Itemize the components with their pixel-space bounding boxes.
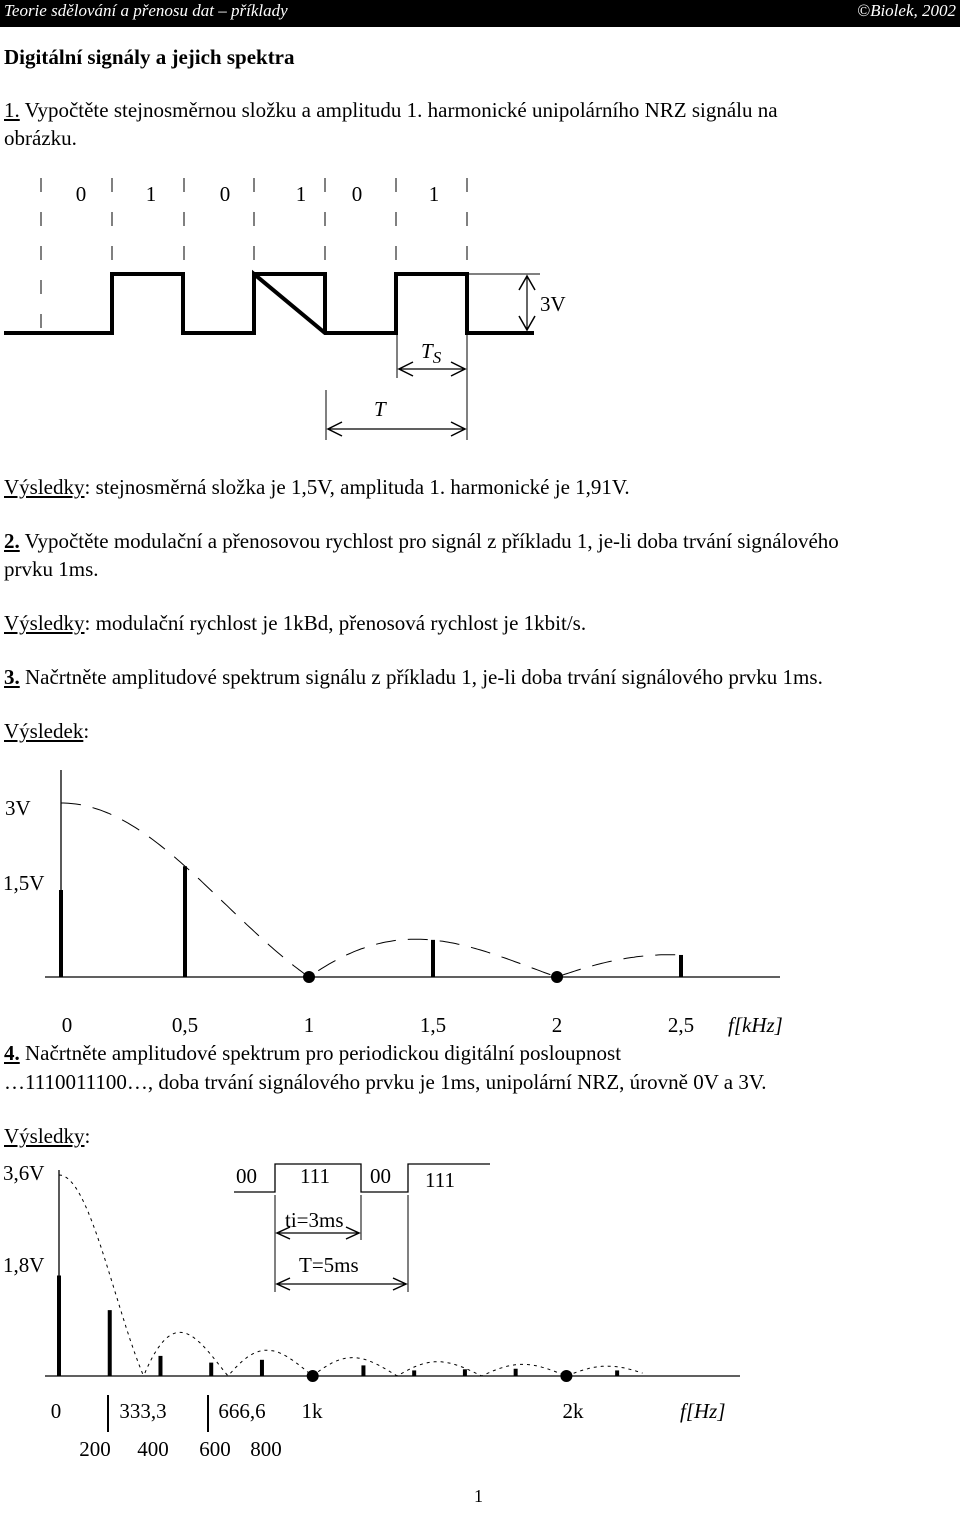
x-axis-label: f[kHz] — [728, 1013, 783, 1037]
ex2-text-line2: prvku 1ms. — [4, 557, 99, 581]
x-tick-label: 666,6 — [218, 1399, 266, 1423]
x-tick-label: 333,3 — [119, 1399, 167, 1423]
nrz-signal-figure — [0, 0, 960, 450]
y-tick-label: 3V — [5, 796, 31, 820]
ex1-text-line2: obrázku. — [4, 126, 77, 150]
x-tick-label: 1 — [303, 1013, 315, 1037]
T-label: T=5ms — [299, 1253, 359, 1277]
x-tick-label: 800 — [250, 1437, 282, 1461]
level-label: 3V — [540, 292, 566, 316]
y-tick-label: 3,6V — [3, 1161, 45, 1185]
spectrum-chart-2 — [0, 1150, 960, 1480]
seq-label: 00 — [236, 1164, 257, 1188]
seq-label: 111 — [425, 1168, 455, 1192]
x-tick-label: 1k — [301, 1399, 323, 1423]
x-tick-label: 2 — [551, 1013, 563, 1037]
spectrum-zero-dot — [303, 971, 315, 983]
ex2-number: 2. — [4, 529, 20, 553]
x-axis-label: f[Hz] — [680, 1399, 726, 1423]
x-tick-label: 2,5 — [667, 1013, 695, 1037]
ex1-number: 1. — [4, 98, 20, 122]
ex4-text-line1: 4. Načrtněte amplitudové spektrum pro periodickou digitální posloupnost — [4, 1041, 622, 1065]
header-right: ©Biolek, 2002 — [857, 1, 956, 20]
ex3-result-label: Výsledek: — [4, 719, 90, 743]
ex4-number: 4. — [4, 1041, 20, 1065]
x-tick-label: 0 — [50, 1399, 62, 1423]
x-tick-label: 0 — [61, 1013, 73, 1037]
ex3-text: 3. Načrtněte amplitudové spektrum signálu z příkladu 1, je-li doba trvání signálového prvku 1ms. — [4, 665, 823, 689]
seq-label: 111 — [300, 1164, 330, 1188]
bit-label: 0 — [75, 182, 87, 206]
spectrum-envelope — [61, 803, 681, 977]
t-label: T — [374, 397, 386, 421]
seq-label: 00 — [370, 1164, 391, 1188]
ti-label: ti=3ms — [285, 1208, 344, 1232]
nrz-waveform — [4, 274, 534, 333]
bit-label: 1 — [295, 182, 307, 206]
bit-label: 1 — [145, 182, 157, 206]
ex2-text-line1: 2. Vypočtěte modulační a přenosovou rychlost pro signál z příkladu 1, je-li doba trvání signálového — [4, 529, 839, 553]
page-number: 1 — [474, 1486, 483, 1506]
page-title: Digitální signály a jejich spektra — [4, 45, 295, 69]
ex1-result: Výsledky: stejnosměrná složka je 1,5V, amplituda 1. harmonické je 1,91V. — [4, 475, 630, 499]
inset-waveform — [234, 1164, 490, 1292]
x-tick-label: 0,5 — [171, 1013, 199, 1037]
ts-label: $T_S$ — [421, 339, 442, 367]
bit-label: 0 — [351, 182, 363, 206]
ex2-result: Výsledky: modulační rychlost je 1kBd, přenosová rychlost je 1kbit/s. — [4, 611, 587, 635]
y-tick-label: 1,5V — [3, 871, 45, 895]
header-left: Teorie sdělování a přenosu dat – příklady — [4, 1, 288, 20]
y-tick-label: 1,8V — [3, 1253, 45, 1277]
spectrum-zero-dot — [307, 1370, 319, 1382]
ex4-text-line2: …1110011100…, doba trvání signálového prvku je 1ms, unipolární NRZ, úrovně 0V a 3V. — [4, 1070, 767, 1094]
spectrum-zero-dot — [551, 971, 563, 983]
bit-label: 0 — [219, 182, 231, 206]
x-tick-label: 200 — [79, 1437, 111, 1461]
spectrum-zero-dot — [560, 1370, 572, 1382]
ex4-result-label: Výsledky: — [4, 1124, 91, 1148]
ex1-text-line1: 1. Vypočtěte stejnosměrnou složku a amplitudu 1. harmonické unipolárního NRZ signálu na — [4, 98, 778, 122]
ex3-number: 3. — [4, 665, 20, 689]
x-tick-label: 2k — [562, 1399, 584, 1423]
bit-label: 1 — [428, 182, 440, 206]
x-tick-label: 1,5 — [419, 1013, 447, 1037]
x-tick-label: 600 — [199, 1437, 231, 1461]
x-tick-label: 400 — [137, 1437, 169, 1461]
spectrum-chart-1 — [0, 760, 960, 1060]
